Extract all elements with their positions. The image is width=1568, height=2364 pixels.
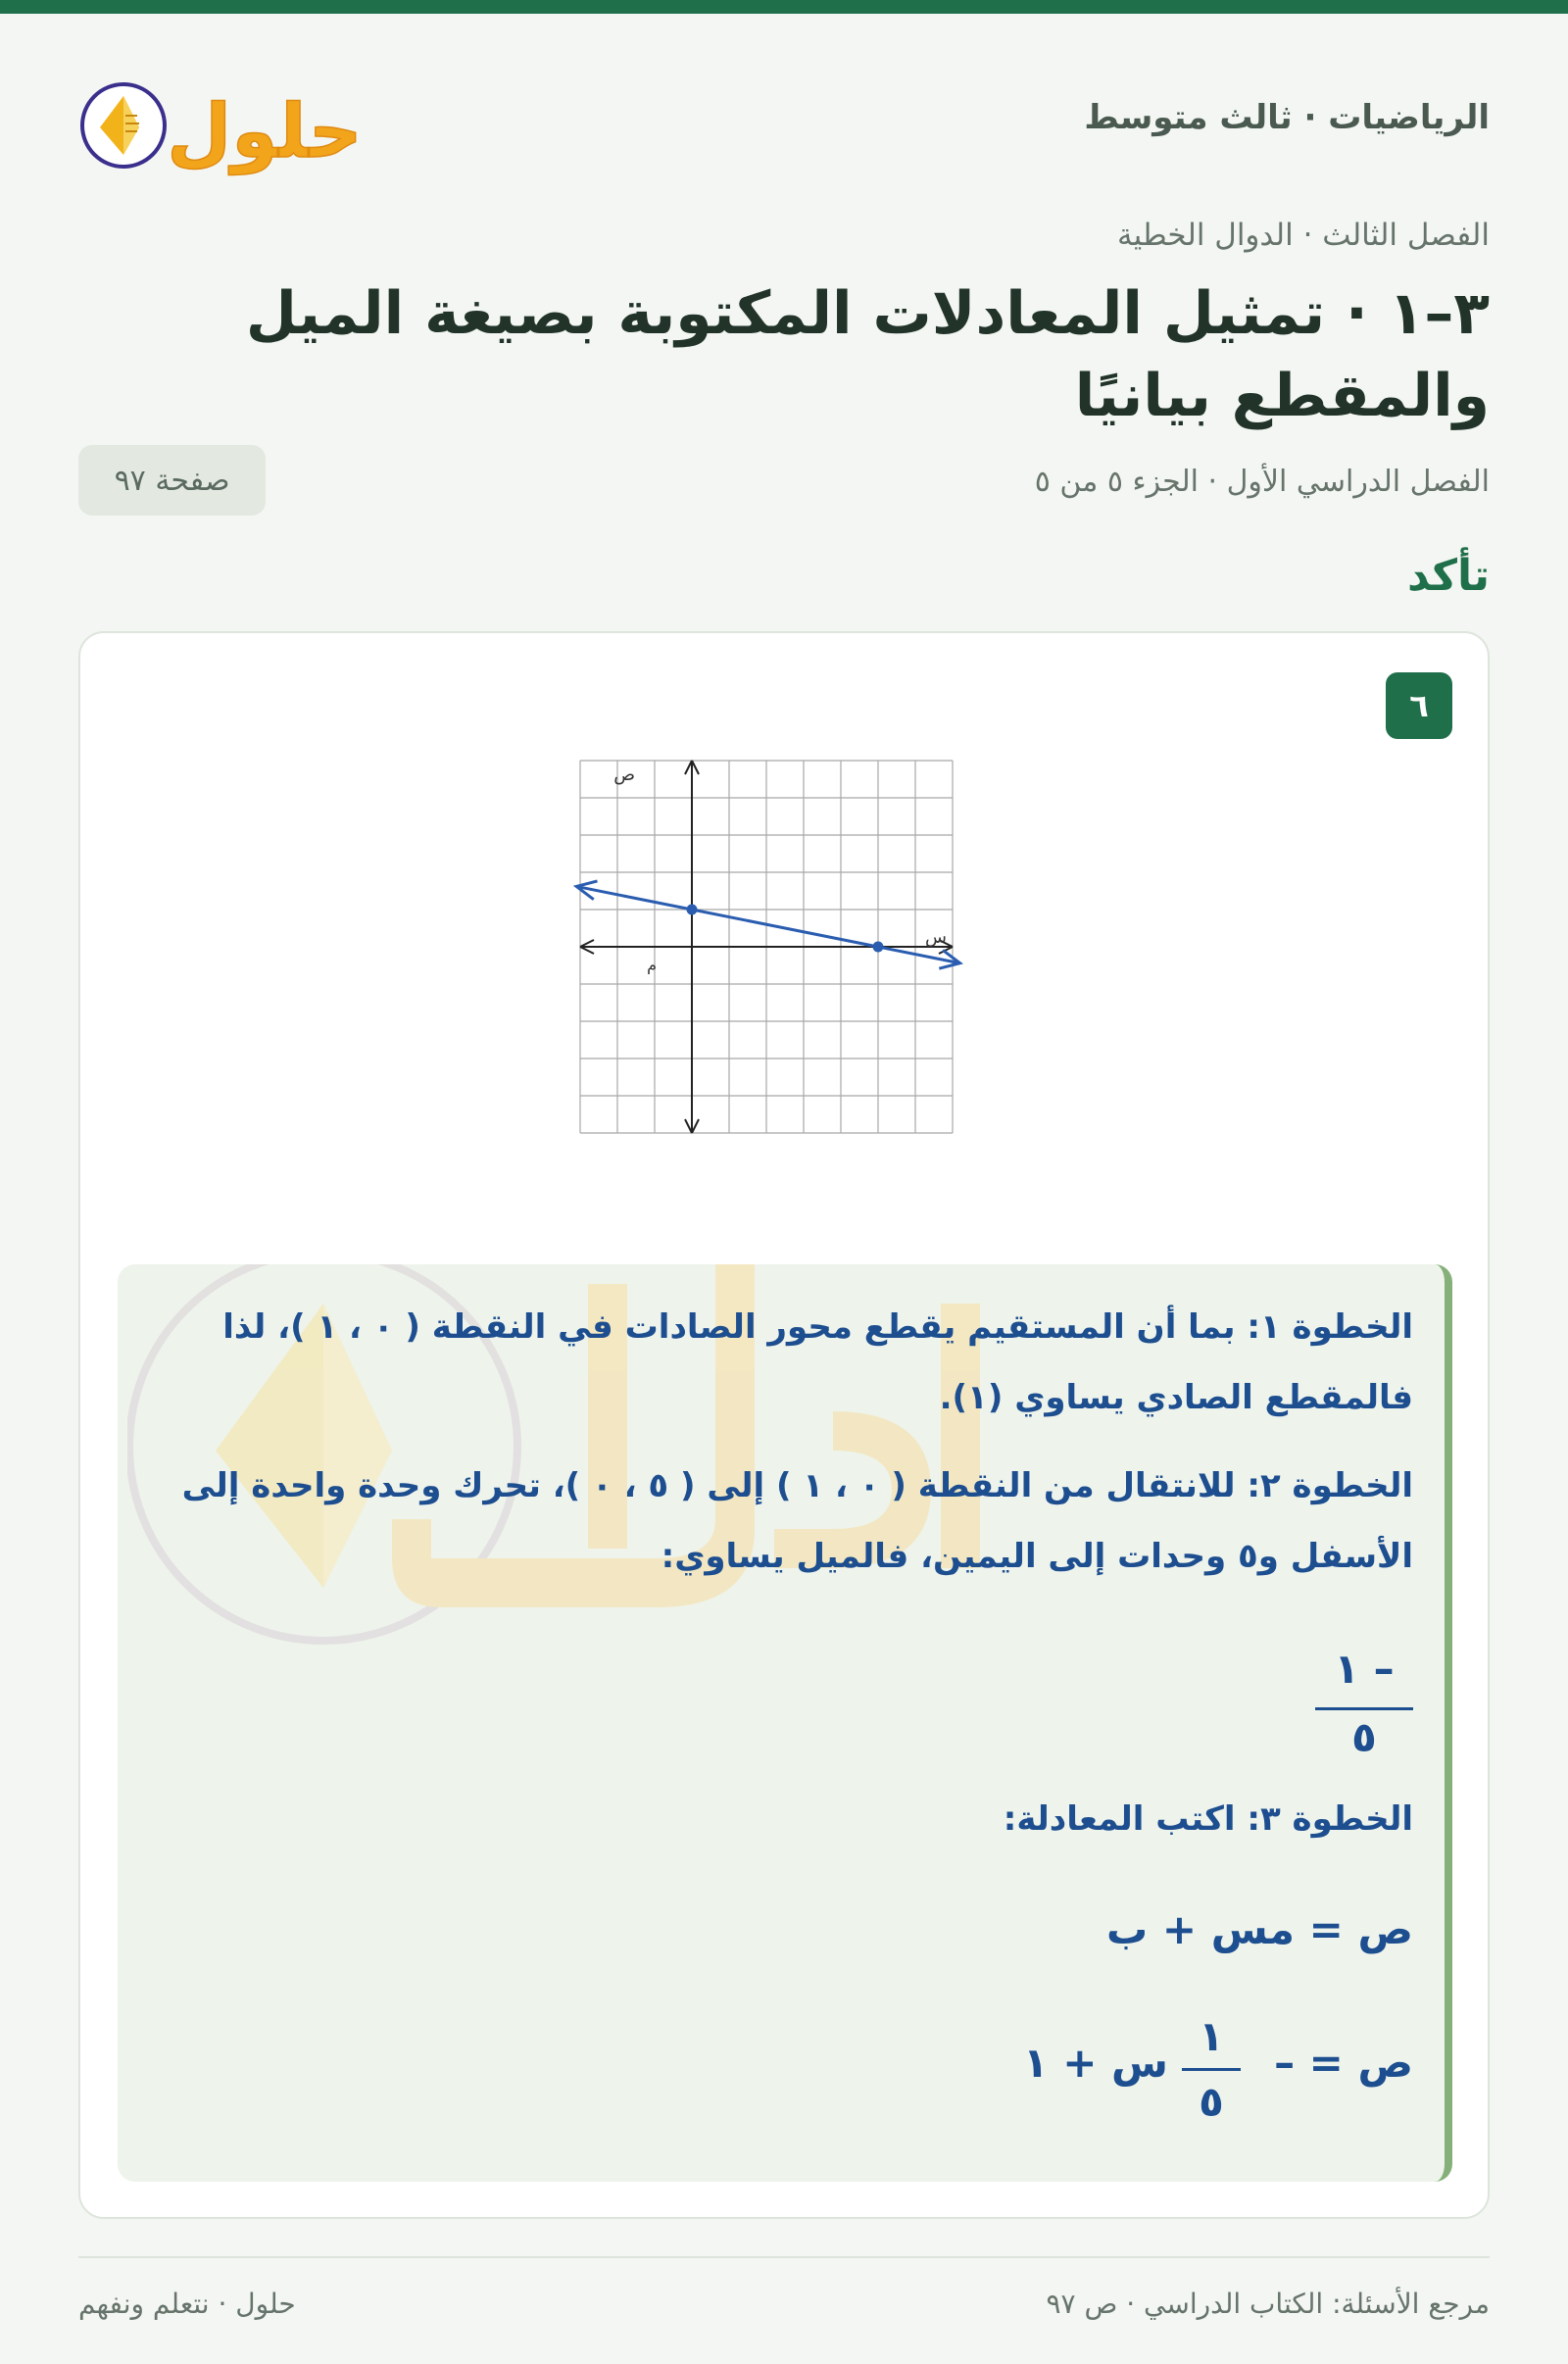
x-axis-label: س	[925, 927, 947, 948]
footer-divider	[78, 2256, 1490, 2258]
logo-image	[78, 59, 363, 176]
graph-line	[576, 886, 959, 962]
question-number-badge: ٦	[1386, 672, 1452, 739]
footer-reference: مرجع الأسئلة: الكتاب الدراسي · ص ٩٧	[1046, 2288, 1490, 2320]
y-axis-label: ص	[613, 764, 635, 785]
equation-fraction	[1182, 2009, 1241, 2130]
page-badge: صفحة ٩٧	[78, 445, 266, 516]
equation-fraction-denominator: ٥	[1199, 2078, 1224, 2126]
lesson-meta: الفصل الدراسي الأول · الجزء ٥ من ٥	[1034, 465, 1490, 499]
graph-point	[873, 942, 884, 953]
solution-step-3: الخطوة ٣: اكتب المعادلة:	[1003, 1799, 1413, 1839]
slope-denominator: ٥	[1351, 1713, 1377, 1761]
top-accent-bar	[0, 0, 1568, 14]
final-equation	[1002, 2009, 1413, 2127]
header	[78, 59, 1490, 176]
equation-rhs: س + ١	[1022, 2039, 1168, 2087]
equation-lhs: ص = –	[1274, 2039, 1413, 2087]
fraction-bar	[1315, 1707, 1413, 1710]
equation-fraction-numerator: ١	[1199, 2012, 1224, 2060]
graph-point	[687, 905, 698, 915]
slope-numerator: – ١	[1334, 1645, 1395, 1693]
graph-line-layer	[576, 881, 959, 968]
hulul-logo[interactable]	[78, 59, 363, 176]
question-card	[78, 631, 1490, 2219]
solution-box	[118, 1264, 1452, 2182]
general-equation: ص = مس + ب	[1106, 1905, 1413, 1953]
subject-label: الرياضيات · ثالث متوسط	[1084, 98, 1490, 137]
footer-brand: حلول · نتعلم ونفهم	[78, 2288, 296, 2320]
chapter-label: الفصل الثالث · الدوال الخطية	[1116, 218, 1490, 253]
lesson-title: ٣–١ · تمثيل المعادلات المكتوبة بصيغة الميل والمقطع بيانيًا	[245, 279, 1490, 430]
logo-text: حلول	[167, 87, 363, 174]
section-title: تأكد	[1406, 551, 1490, 601]
solution-step-1: الخطوة ١: بما أن المستقيم يقطع محور الصادات في النقطة ( ٠ ، ١ )، لذا فالمقطع الصادي يساوي (١).	[222, 1307, 1413, 1417]
origin-label: م	[647, 956, 657, 974]
solution-step-2: الخطوة ٢: للانتقال من النقطة ( ٠ ، ١ ) إلى ( ٥ ، ٠ )، تحرك وحدة واحدة إلى الأسفل و٥ وحدات إلى اليمين، فالميل يساوي:	[181, 1466, 1413, 1576]
coordinate-graph	[541, 751, 1031, 1143]
fraction-bar	[1182, 2068, 1241, 2071]
slope-fraction	[1315, 1645, 1413, 1762]
